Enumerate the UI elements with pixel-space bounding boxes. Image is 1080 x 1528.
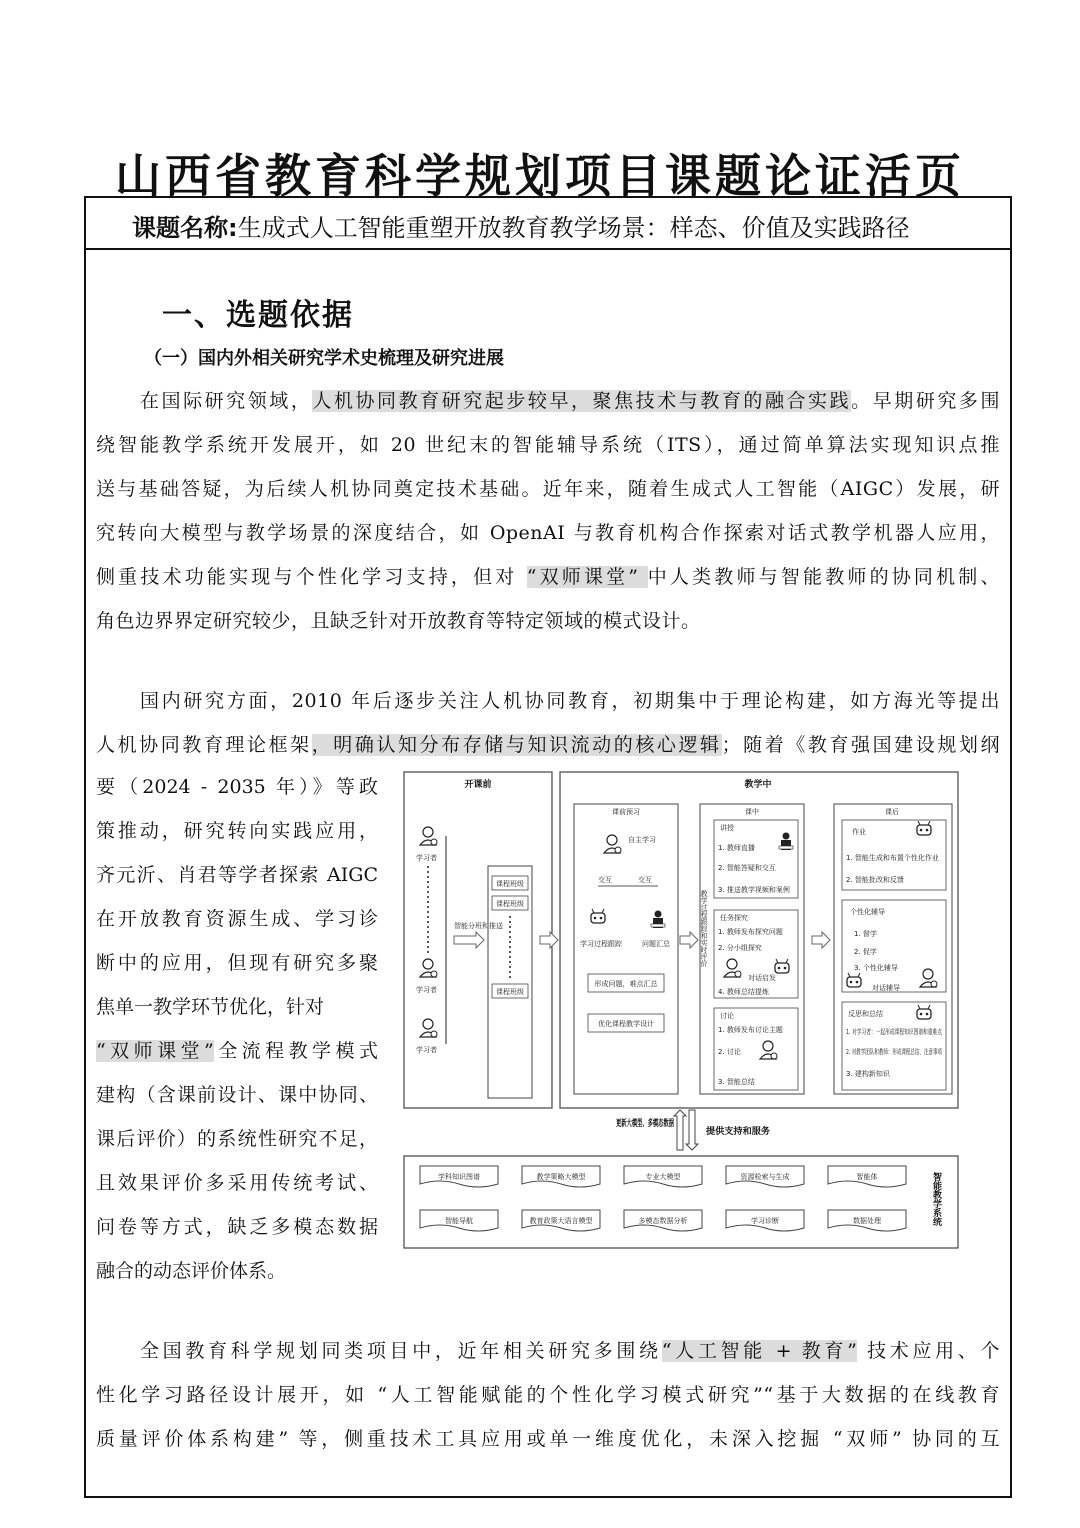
diagram-label: 多模态数据分析 <box>638 1217 688 1225</box>
paragraph-line: 角色边界界定研究较少，且缺乏针对开放教育等特定领域的模式设计。 <box>96 610 701 632</box>
paragraph-line: 绕智能教学系统开发展开，如 20 世纪末的智能辅导系统（ITS），通过简单算法实现知识点推 <box>96 434 1000 456</box>
diagram-label: 教学中 <box>744 780 772 790</box>
topic-value: 生成式人工智能重塑开放教育教学场景：样态、价值及实践路径 <box>237 214 910 242</box>
highlighted-text: 人机协同教育研究起步较早，聚焦技术与教育的融合实践 <box>312 390 852 412</box>
diagram-label: 2. 智能答疑和交互 <box>718 864 776 872</box>
page-title: 山西省教育科学规划项目课题论证活页 <box>115 149 965 203</box>
module-row <box>420 1210 906 1231</box>
diagram-label: 讨论 <box>720 1012 734 1020</box>
diagram-label: 数据处理 <box>853 1217 881 1225</box>
paragraph-line: 质量评价体系构建” 等，侧重技术工具应用或单一维度优化，未深入挖掘 “双师” 协同的互 <box>96 1428 1000 1450</box>
diagram-label: 2. 分小组探究 <box>718 944 762 952</box>
diagram-label: 教学过程跟踪和实时评价 <box>700 890 708 967</box>
diagram-label: 1. 督学 <box>854 930 877 938</box>
text-run: 全国教育科学规划同类项目中，近年相关研究多围绕 <box>140 1340 662 1362</box>
side-line: 在开放教育资源生成、学习诊 <box>96 908 378 930</box>
paragraph-line <box>140 386 1000 413</box>
paragraph-line: 送与基础答疑，为后续人机协同奠定技术基础。近年来，随着生成式人工智能（AIGC）发展，研 <box>96 478 1000 500</box>
diagram-label: 1. 教师发布讨论主题 <box>718 1026 783 1034</box>
topic <box>132 208 910 243</box>
diagram-label: 3. 建构新知识 <box>846 1070 890 1078</box>
text-run: 技术应用、个 <box>857 1340 1000 1362</box>
diagram-label: 自主学习 <box>628 836 656 844</box>
diagram-label: 1. 教师发布探究问题 <box>718 928 783 936</box>
topic-label: 课题名称: <box>132 214 238 242</box>
diagram-label: 4. 教师总结提炼 <box>718 988 769 996</box>
diagram-label: 反思和总结 <box>848 1010 883 1018</box>
paragraph-line <box>140 1336 1000 1363</box>
diagram-label: 学习诊断 <box>751 1217 779 1225</box>
diagram-label: 课程班级 <box>496 988 524 996</box>
diagram-label: 2. 对教学团队和教师：形成课程总结、注意事项 <box>846 1048 995 1056</box>
paragraph-line <box>96 730 1000 757</box>
diagram-label: 2. 智能批改和反馈 <box>846 876 904 884</box>
side-line: 齐元沂、肖君等学者探索 AIGC <box>96 864 378 886</box>
side-line: 问卷等方式，缺乏多模态数据 <box>96 1216 378 1238</box>
topic-row <box>86 198 1010 250</box>
module-row <box>420 1166 906 1187</box>
diagram-label: 资源检索与生成 <box>740 1173 790 1181</box>
diagram-label: 优化课程教学设计 <box>598 1020 654 1028</box>
diagram-label: 1. 对学习者：一起形成课程知识图谱和重难点 <box>846 1028 988 1036</box>
highlighted-text: ，明确认知分布存储与知识流动的核心逻辑 <box>311 734 722 756</box>
diagram-label: 3. 智能总结 <box>718 1078 755 1086</box>
side-line: 焦单一教学环节优化，针对 <box>96 996 325 1018</box>
teaching-model-diagram <box>402 770 995 1252</box>
side-line: 策推动，研究转向实践应用， <box>96 820 378 842</box>
diagram-label: 3. 推送教学视频和案例 <box>718 886 790 894</box>
diagram-label: 讲授 <box>720 824 734 832</box>
diagram-label: 智能体 <box>856 1173 878 1181</box>
diagram-label: 交互 <box>598 876 612 884</box>
diagram-label: 更新大模型、多模态数据 <box>616 1119 716 1129</box>
diagram-label: 智能导航 <box>445 1217 473 1225</box>
diagram-label: 学习过程跟踪 <box>580 940 622 948</box>
diagram-label: 对话启发 <box>748 974 776 982</box>
highlighted-text: “双师课堂” <box>96 1040 214 1062</box>
side-line <box>96 1036 378 1063</box>
diagram-label: 个性化辅导 <box>850 908 885 916</box>
diagram-label: 任务探究 <box>720 914 748 922</box>
side-line: 建构（含课前设计、课中协同、 <box>96 1084 378 1106</box>
diagram-label: 课后 <box>885 808 899 816</box>
text-run: 在国际研究领域， <box>140 390 313 412</box>
text-run: 。早期研究多围 <box>851 390 1000 412</box>
diagram-label: 学科知识图谱 <box>438 1173 480 1181</box>
diagram-label: 开课前 <box>464 780 492 790</box>
side-line: 课后评价）的系统性研究不足， <box>96 1128 378 1150</box>
diagram-label: 问题汇总 <box>642 940 670 948</box>
paragraph-line <box>96 562 1000 589</box>
diagram-label: 学习者 <box>416 1046 437 1054</box>
text-run: 全流程教学模式 <box>213 1040 378 1062</box>
diagram-label: 智能教学系统 <box>931 1172 941 1226</box>
paragraph-line: 性化学习路径设计展开，如 “人工智能赋能的个性化学习模式研究”“基于大数据的在线教育 <box>96 1384 1000 1406</box>
highlighted-text: “人工智能 + 教育” <box>661 1340 858 1362</box>
diagram-label: 教育政策大语言模型 <box>529 1217 593 1225</box>
diagram-label: 对话辅导 <box>872 984 900 992</box>
highlighted-text: “双师课堂” <box>526 566 648 588</box>
diagram-label: 提供支持和服务 <box>706 1127 769 1137</box>
diagram-label: 1. 智能生成和布置个性化作业 <box>846 854 939 862</box>
side-line: 融合的动态评价体系。 <box>96 1260 287 1282</box>
text-run: ；随着《教育强国建设规划纲 <box>721 734 1000 756</box>
side-line: 且效果评价多采用传统考试、 <box>96 1172 378 1194</box>
diagram-label: 形成问题，难点汇总 <box>594 980 658 988</box>
text-run: 侧重技术功能实现与个性化学习支持，但对 <box>96 566 527 588</box>
diagram-label: 课前预习 <box>612 808 640 816</box>
diagram-label: 课程班级 <box>496 880 524 888</box>
diagram-label: 课程班级 <box>496 900 524 908</box>
diagram-label: 1. 教师直播 <box>718 844 755 852</box>
diagram-label: 2. 促学 <box>854 948 877 956</box>
paragraph-line: 究转向大模型与教学场景的深度结合，如 OpenAI 与教育机构合作探索对话式教学机器人应用， <box>96 522 1000 544</box>
diagram-label: 2. 讨论 <box>718 1048 741 1056</box>
diagram-label: 课中 <box>745 808 759 816</box>
paragraph-line: 国内研究方面，2010 年后逐步关注人机协同教育，初期集中于理论构建，如方海光等提出 <box>140 690 1000 712</box>
diagram-label: 3. 个性化辅导 <box>854 964 898 972</box>
diagram-label: 作业 <box>852 828 866 836</box>
subsection-heading: （一）国内外相关研究学术史梳理及研究进展 <box>144 348 504 369</box>
text-run: 中人类教师与智能教师的协同机制、 <box>647 566 1000 588</box>
diagram-label: 交互 <box>638 876 652 884</box>
section-heading: 一、选题依据 <box>162 298 354 333</box>
diagram-label: 智能分班和推送 <box>454 922 503 930</box>
text-run: 人机协同教育理论框架 <box>96 734 312 756</box>
diagram-label: 专业大模型 <box>645 1173 681 1181</box>
side-line: 要（2024 - 2035 年）》等政 <box>96 776 378 798</box>
diagram-label: 教学策略大模型 <box>536 1173 586 1181</box>
document-frame <box>84 196 1012 1498</box>
diagram-label: 学习者 <box>416 986 437 994</box>
diagram-svg <box>402 770 995 1252</box>
side-line: 断中的应用，但现有研究多聚 <box>96 952 378 974</box>
diagram-label: 学习者 <box>416 854 437 862</box>
